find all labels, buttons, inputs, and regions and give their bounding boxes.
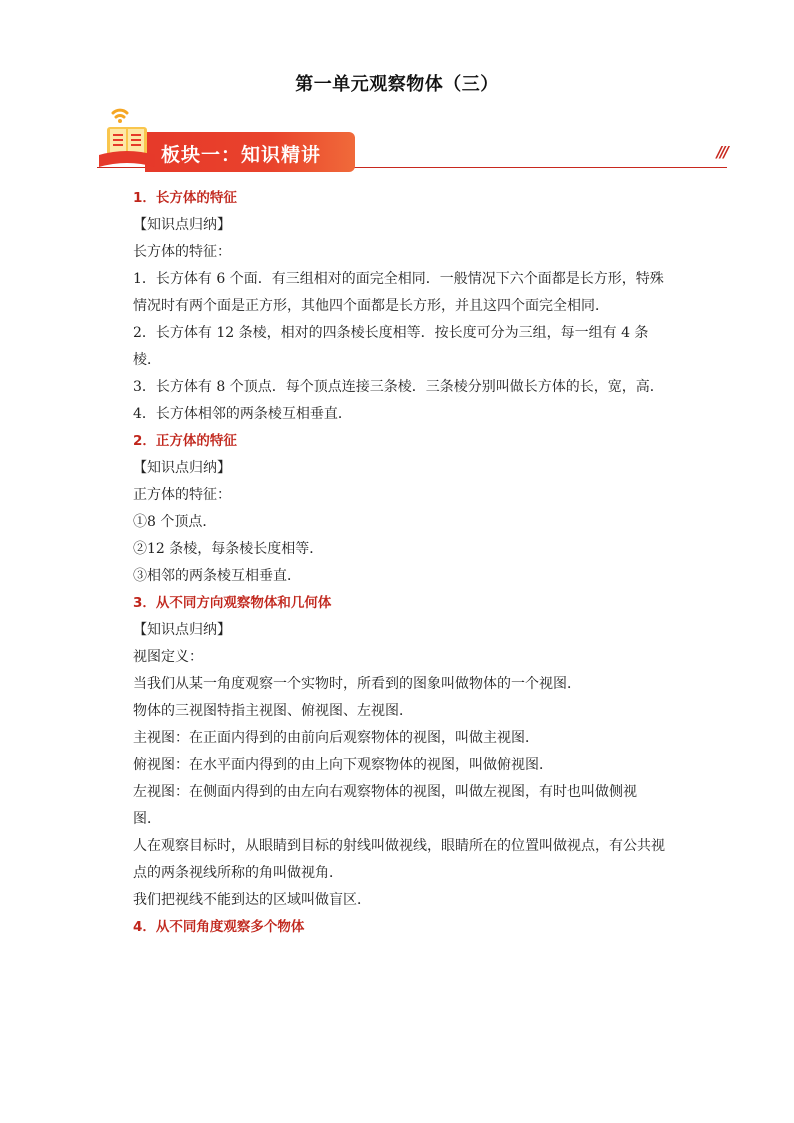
text-line: 人在观察目标时，从眼睛到目标的射线叫做视线，眼睛所在的位置叫做视点，有公共视: [133, 838, 665, 854]
text-line: 左视图：在侧面内得到的由左向右观察物体的视图，叫做左视图，有时也叫做侧视: [133, 784, 637, 800]
text-line: 当我们从某一角度观察一个实物时，所看到的图象叫做物体的一个视图．: [133, 676, 581, 692]
text-line: 2．长方体有 12 条棱，相对的四条棱长度相等．按长度可分为三组，每一组有 4 条: [133, 325, 649, 341]
text-line: ②12 条棱，每条棱长度相等．: [133, 541, 324, 557]
section-tag: 【知识点归纳】: [133, 622, 231, 638]
text-line: 4．长方体相邻的两条棱互相垂直．: [133, 406, 352, 422]
section-tag: 【知识点归纳】: [133, 460, 231, 476]
section-4: [133, 917, 673, 938]
section-3: [133, 593, 673, 911]
text-line: 3．长方体有 8 个顶点．每个顶点连接三条棱．三条棱分别叫做长方体的长，宽，高．: [133, 379, 664, 395]
text-line: 棱．: [133, 352, 161, 368]
section-1: [133, 188, 673, 425]
text-line: 物体的三视图特指主视图、俯视图、左视图．: [133, 703, 413, 719]
section-2: [133, 431, 673, 587]
text-line: ③相邻的两条棱互相垂直．: [133, 568, 301, 584]
text-line: 情况时有两个面是正方形，其他四个面都是长方形，并且这四个面完全相同．: [133, 298, 609, 314]
open-book-signal-icon: [97, 105, 157, 171]
text-line: 1．长方体有 6 个面．有三组相对的面完全相同．一般情况下六个面都是长方形，特殊: [133, 271, 664, 287]
section-heading: 4．从不同角度观察多个物体: [133, 919, 305, 935]
banner-label: 板块一：知识精讲: [161, 144, 322, 166]
text-line: ①8 个顶点．: [133, 514, 217, 530]
text-line: 图．: [133, 811, 161, 827]
text-line: 正方体的特征：: [133, 487, 231, 503]
section-heading: 2．正方体的特征: [133, 433, 237, 449]
text-line: 俯视图：在水平面内得到的由上向下观察物体的视图，叫做俯视图．: [133, 757, 553, 773]
page-title: 第一单元观察物体（三）: [295, 74, 499, 95]
text-line: 我们把视线不能到达的区域叫做盲区．: [133, 892, 371, 908]
section-banner: [97, 105, 727, 175]
banner-slashes: ///: [716, 143, 727, 161]
section-heading: 3．从不同方向观察物体和几何体: [133, 595, 332, 611]
section-heading: 1．长方体的特征: [133, 190, 237, 206]
content-body: [133, 188, 673, 944]
banner-bar: [145, 132, 355, 172]
section-tag: 【知识点归纳】: [133, 217, 231, 233]
text-line: 视图定义：: [133, 649, 203, 665]
text-line: 长方体的特征：: [133, 244, 231, 260]
text-line: 点的两条视线所称的角叫做视角．: [133, 865, 343, 881]
text-line: 主视图：在正面内得到的由前向后观察物体的视图，叫做主视图．: [133, 730, 539, 746]
